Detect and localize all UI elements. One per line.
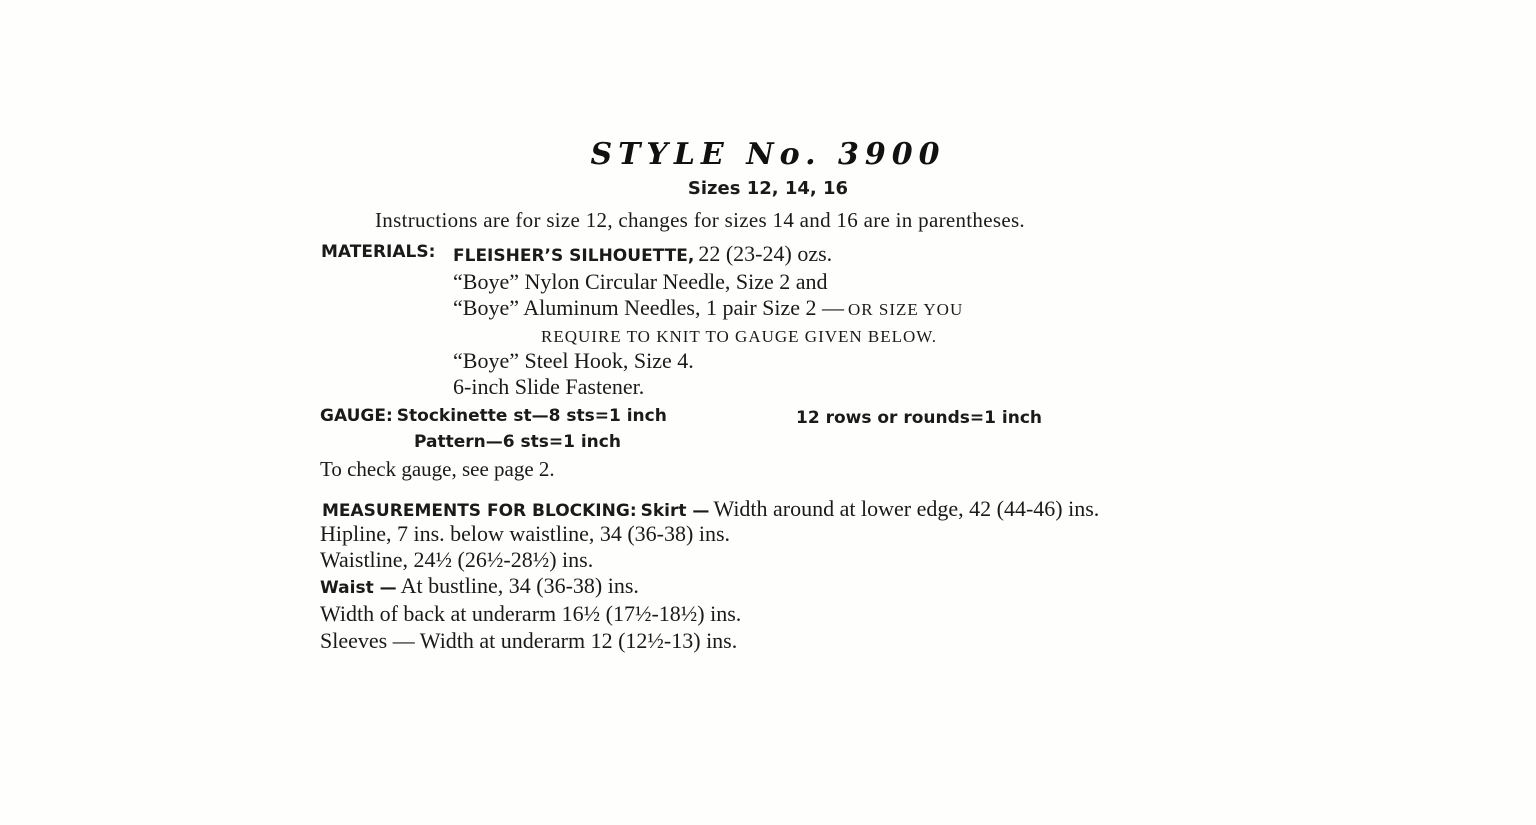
sizes-subtitle: Sizes 12, 14, 16 xyxy=(687,178,849,199)
skirt-measurement: Width around at lower edge, 42 (44-46) ins. xyxy=(713,496,1100,521)
materials-line-1 xyxy=(321,244,435,261)
materials-yarn-line xyxy=(453,243,832,265)
waist-label: Waist — xyxy=(320,578,397,598)
gauge-line-1 xyxy=(320,408,667,425)
gauge-label: GAUGE: xyxy=(320,406,393,426)
gauge-requirement-note: REQUIRE TO KNIT TO GAUGE GIVEN BELOW. xyxy=(541,327,938,346)
materials-circular-needle: “Boye” Nylon Circular Needle, Size 2 and xyxy=(453,269,828,294)
materials-steel-hook: “Boye” Steel Hook, Size 4. xyxy=(453,348,694,373)
waistline-measurement: Waistline, 24½ (26½-28½) ins. xyxy=(320,547,594,572)
gauge-check-note: To check gauge, see page 2. xyxy=(320,457,555,481)
measurements-line-1 xyxy=(322,498,1099,520)
measurements-label: MEASUREMENTS FOR BLOCKING: xyxy=(322,501,637,521)
waist-line xyxy=(320,575,639,597)
waist-measurement: At bustline, 34 (36-38) ins. xyxy=(400,573,639,598)
hipline-measurement: Hipline, 7 ins. below waistline, 34 (36-38) ins. xyxy=(320,521,731,546)
materials-aluminum-needles xyxy=(453,297,963,319)
skirt-label: Skirt — xyxy=(640,501,710,521)
gauge-stockinette: Stockinette st—8 sts=1 inch xyxy=(396,406,667,426)
sleeves-measurement: Sleeves — Width at underarm 12 (12½-13) ins. xyxy=(320,628,738,653)
page-title: STYLE No. 3900 xyxy=(590,137,946,172)
yarn-amount: 22 (23-24) ozs. xyxy=(698,241,833,266)
aluminum-needles-caps: OR SIZE YOU xyxy=(848,300,964,319)
materials-slide-fastener: 6-inch Slide Fastener. xyxy=(453,374,645,399)
aluminum-needles-text: “Boye” Aluminum Needles, 1 pair Size 2 — xyxy=(453,295,845,320)
gauge-pattern: Pattern—6 sts=1 inch xyxy=(414,432,621,452)
instructions-note: Instructions are for size 12, changes for sizes 14 and 16 are in parentheses. xyxy=(375,208,1025,232)
yarn-brand: FLEISHER’S SILHOUETTE, xyxy=(453,246,695,266)
gauge-rows: 12 rows or rounds=1 inch xyxy=(796,408,1043,428)
materials-label: MATERIALS: xyxy=(321,242,436,262)
back-width-measurement: Width of back at underarm 16½ (17½-18½) ins. xyxy=(320,601,742,626)
